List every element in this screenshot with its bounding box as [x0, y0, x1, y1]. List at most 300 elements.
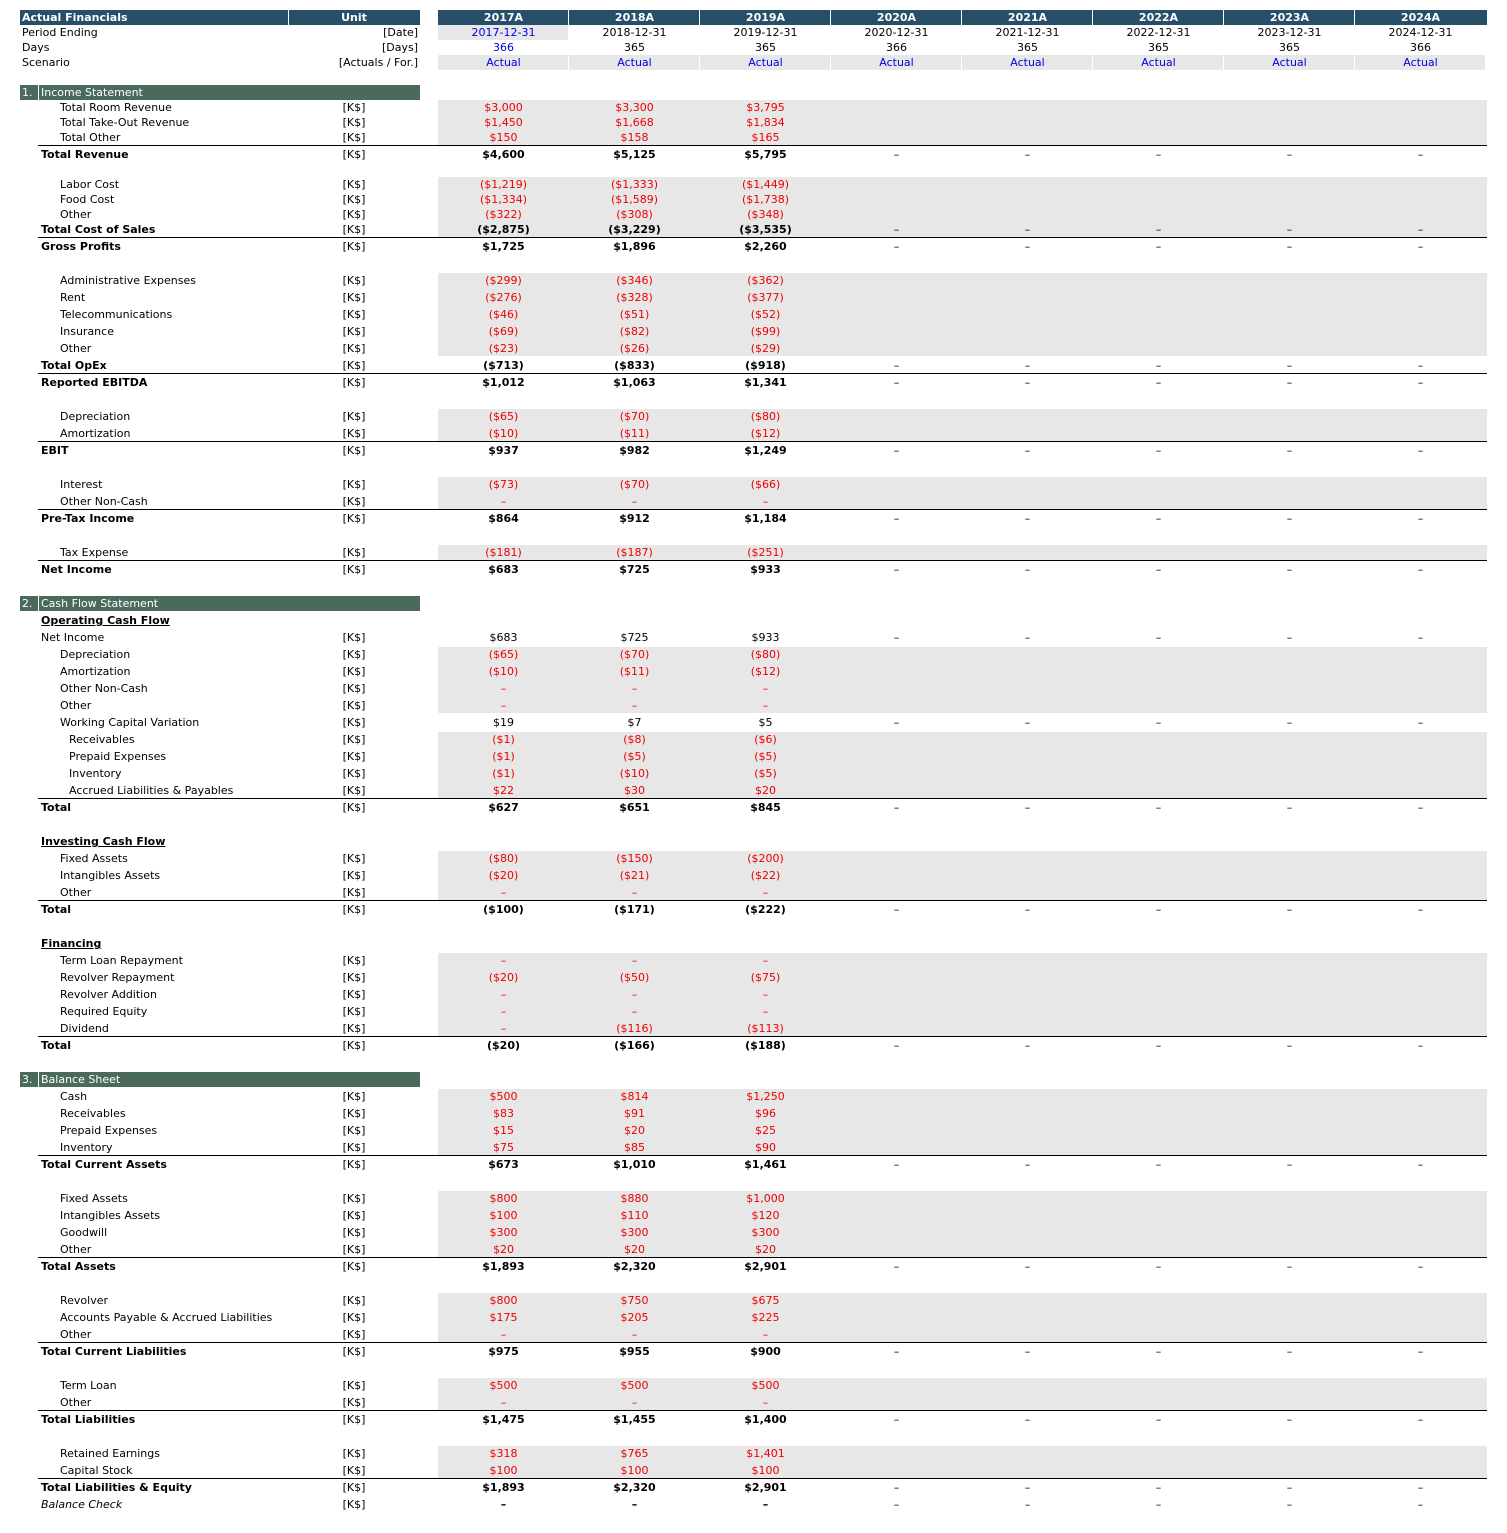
cell-value[interactable]: $175	[489, 1311, 518, 1324]
cell-value[interactable]: ($51)	[619, 308, 650, 321]
cell-value[interactable]: ($65)	[488, 410, 519, 423]
cell-value[interactable]: $20	[493, 1243, 514, 1256]
forecast-cell: –	[893, 563, 900, 576]
forecast-cell: –	[1024, 240, 1031, 253]
cell-value[interactable]: $22	[493, 784, 514, 797]
row-unit: [K$]	[342, 546, 366, 559]
row-label: Accrued Liabilities & Payables	[69, 784, 234, 797]
cell-value: ($713)	[483, 359, 524, 372]
row-label: Working Capital Variation	[60, 716, 200, 729]
forecast-cell: –	[1024, 1345, 1031, 1358]
meta-value[interactable]: Actual	[1010, 56, 1045, 69]
cell-value[interactable]: $100	[620, 1464, 649, 1477]
cell-value[interactable]: –	[631, 1005, 638, 1018]
cell-value[interactable]: $1,834	[746, 116, 785, 129]
meta-value[interactable]: 2020-12-31	[864, 26, 929, 39]
cell-value: ($3,535)	[739, 223, 792, 236]
row-unit: [K$]	[342, 1447, 366, 1460]
cell-value: –	[762, 1498, 769, 1511]
forecast-cell: –	[1155, 512, 1162, 525]
year-header-2023A: 2023A	[1269, 11, 1310, 24]
cell-value[interactable]: $120	[751, 1209, 780, 1222]
cell-value[interactable]: ($1)	[492, 733, 515, 746]
row-unit: [K$]	[342, 478, 366, 491]
cell-value[interactable]: $1,450	[484, 116, 523, 129]
row-label: Depreciation	[60, 410, 131, 423]
row-unit: [K$]	[342, 563, 366, 576]
meta-value: 366	[1410, 41, 1431, 54]
meta-value[interactable]: 2021-12-31	[995, 26, 1060, 39]
cell-value: $900	[750, 1345, 781, 1358]
cell-value[interactable]: $20	[624, 1124, 645, 1137]
meta-value[interactable]: 2017-12-31	[471, 26, 536, 39]
cell-value[interactable]: –	[762, 1396, 769, 1409]
cell-value: $1,725	[482, 240, 525, 253]
year-header-2019A: 2019A	[745, 11, 786, 24]
cell-value[interactable]: –	[500, 886, 507, 899]
row-unit: [K$]	[342, 852, 366, 865]
cell-value[interactable]: –	[762, 699, 769, 712]
forecast-cell: –	[893, 1498, 900, 1511]
cell-value[interactable]: ($181)	[485, 546, 522, 559]
cell-value[interactable]: ($8)	[623, 733, 646, 746]
cell-value[interactable]: $150	[489, 131, 518, 144]
forecast-cell: –	[893, 1481, 900, 1494]
cell-value[interactable]: ($10)	[619, 767, 650, 780]
forecast-cell: –	[1024, 1498, 1031, 1511]
row-unit: [K$]	[342, 1294, 366, 1307]
cell-value[interactable]: $90	[755, 1141, 776, 1154]
cell-value[interactable]: –	[762, 682, 769, 695]
forecast-cell: –	[1155, 444, 1162, 457]
cell-value[interactable]: $500	[620, 1379, 649, 1392]
row-label: Total Cost of Sales	[41, 223, 156, 236]
cell-value[interactable]: –	[500, 954, 507, 967]
cell-value[interactable]: ($80)	[488, 852, 519, 865]
forecast-cell: –	[1417, 1413, 1424, 1426]
cell-value[interactable]: $300	[489, 1226, 518, 1239]
forecast-cell: –	[1024, 148, 1031, 161]
cell-value: $1,341	[744, 376, 787, 389]
forecast-cell: –	[1024, 631, 1031, 644]
forecast-cell: –	[1024, 1260, 1031, 1273]
row-unit: [K$]	[342, 733, 366, 746]
row-unit: [K$]	[342, 1464, 366, 1477]
row-label: Total	[41, 903, 72, 916]
cell-value[interactable]: –	[500, 1005, 507, 1018]
forecast-cell: –	[1024, 716, 1031, 729]
row-unit: [K$]	[342, 427, 366, 440]
row-unit: [K$]	[342, 750, 366, 763]
total-border	[38, 900, 1487, 901]
forecast-cell: –	[1417, 631, 1424, 644]
meta-label: Days	[22, 41, 50, 54]
cell-value[interactable]: –	[631, 495, 638, 508]
row-label: Interest	[60, 478, 103, 491]
row-label: Retained Earnings	[60, 1447, 160, 1460]
row-unit: [K$]	[342, 971, 366, 984]
row-unit: [K$]	[342, 359, 366, 372]
cell-value[interactable]: $1,250	[746, 1090, 785, 1103]
cell-value[interactable]: –	[631, 988, 638, 1001]
cell-value[interactable]: ($65)	[488, 648, 519, 661]
cell-value[interactable]: $814	[620, 1090, 649, 1103]
meta-value: 366	[886, 41, 907, 54]
cell-value[interactable]: $30	[624, 784, 645, 797]
cell-value: ($222)	[745, 903, 786, 916]
cell-value[interactable]: ($10)	[488, 427, 519, 440]
cell-value[interactable]: ($29)	[750, 342, 781, 355]
cell-value[interactable]: $225	[751, 1311, 780, 1324]
cell-value[interactable]: ($328)	[616, 291, 653, 304]
cell-value[interactable]: $880	[620, 1192, 649, 1205]
cell-value[interactable]: ($5)	[754, 750, 777, 763]
cell-value[interactable]: $20	[755, 784, 776, 797]
cell-value[interactable]: $91	[624, 1107, 645, 1120]
row-unit: [K$]	[342, 1379, 366, 1392]
cell-value: $933	[750, 563, 781, 576]
row-unit: [K$]	[342, 1005, 366, 1018]
cell-value: $1,010	[613, 1158, 656, 1171]
row-unit: [K$]	[342, 1413, 366, 1426]
cell-value[interactable]: ($23)	[488, 342, 519, 355]
cell-value[interactable]: ($1)	[492, 750, 515, 763]
cell-value[interactable]: $96	[755, 1107, 776, 1120]
cell-value[interactable]: –	[762, 1328, 769, 1341]
cell-value[interactable]: $1,401	[746, 1447, 785, 1460]
total-border	[38, 145, 1487, 146]
meta-value[interactable]: Actual	[1141, 56, 1176, 69]
forecast-cell: –	[1286, 1158, 1293, 1171]
cell-value: $5,795	[744, 148, 787, 161]
meta-value[interactable]: 2022-12-31	[1126, 26, 1191, 39]
cell-value[interactable]: ($70)	[619, 410, 650, 423]
cell-value[interactable]: ($26)	[619, 342, 650, 355]
cell-value[interactable]: $25	[755, 1124, 776, 1137]
row-unit: [K$]	[342, 699, 366, 712]
cell-value[interactable]: –	[631, 886, 638, 899]
row-label: Accounts Payable & Accrued Liabilities	[60, 1311, 273, 1324]
cell-value[interactable]: ($6)	[754, 733, 777, 746]
cell-value: ($918)	[745, 359, 786, 372]
cell-value[interactable]: –	[631, 954, 638, 967]
meta-value[interactable]: Actual	[486, 56, 521, 69]
cell-value[interactable]: –	[762, 886, 769, 899]
cell-value: ($171)	[614, 903, 655, 916]
forecast-cell: –	[1286, 903, 1293, 916]
cell-value[interactable]: –	[631, 1328, 638, 1341]
cell-value[interactable]: ($69)	[488, 325, 519, 338]
forecast-cell: –	[1286, 563, 1293, 576]
cell-value[interactable]: ($348)	[747, 208, 784, 221]
cell-value[interactable]: ($20)	[488, 971, 519, 984]
row-label: Cash	[60, 1090, 88, 1103]
forecast-cell: –	[1417, 240, 1424, 253]
total-border	[38, 1410, 1487, 1411]
row-unit: [K$]	[342, 1481, 366, 1494]
cell-value[interactable]: $3,000	[484, 101, 523, 114]
cell-value[interactable]: ($20)	[488, 869, 519, 882]
row-label: Other	[60, 1328, 92, 1341]
meta-label: Period Ending	[22, 26, 98, 39]
cell-value[interactable]: ($1)	[492, 767, 515, 780]
cell-value[interactable]: –	[762, 1005, 769, 1018]
cell-value[interactable]: ($113)	[747, 1022, 784, 1035]
cell-value[interactable]: –	[500, 988, 507, 1001]
row-label: Total Take-Out Revenue	[60, 116, 190, 129]
row-unit: [K$]	[342, 954, 366, 967]
cell-value[interactable]: ($251)	[747, 546, 784, 559]
cell-value: $4,600	[482, 148, 525, 161]
cell-value[interactable]: $800	[489, 1192, 518, 1205]
forecast-cell: –	[1155, 903, 1162, 916]
row-unit: [K$]	[342, 869, 366, 882]
cell-value[interactable]: ($1,449)	[741, 178, 790, 191]
forecast-cell: –	[1155, 359, 1162, 372]
row-unit: [K$]	[342, 1345, 366, 1358]
cell-value[interactable]: $675	[751, 1294, 780, 1307]
forecast-cell: –	[893, 1039, 900, 1052]
cell-value[interactable]: –	[762, 495, 769, 508]
forecast-cell: –	[1286, 359, 1293, 372]
forecast-cell: –	[1417, 801, 1424, 814]
meta-value[interactable]: Actual	[748, 56, 783, 69]
cell-value[interactable]: ($10)	[488, 665, 519, 678]
cell-value[interactable]: $205	[620, 1311, 649, 1324]
cell-value[interactable]: ($299)	[485, 274, 522, 287]
meta-value[interactable]: Actual	[617, 56, 652, 69]
forecast-cell: –	[1024, 376, 1031, 389]
subheader: Operating Cash Flow	[41, 614, 170, 627]
row-unit: [K$]	[342, 148, 366, 161]
meta-unit: [Actuals / For.]	[338, 56, 418, 69]
meta-value[interactable]: 2018-12-31	[602, 26, 667, 39]
forecast-cell: –	[1417, 512, 1424, 525]
row-unit: [K$]	[342, 274, 366, 287]
cell-value[interactable]: $83	[493, 1107, 514, 1120]
cell-value[interactable]: ($12)	[750, 427, 781, 440]
cell-value[interactable]: –	[631, 1396, 638, 1409]
cell-value[interactable]: ($75)	[750, 971, 781, 984]
cell-value[interactable]: ($12)	[750, 665, 781, 678]
cell-value[interactable]: $500	[489, 1379, 518, 1392]
cell-value[interactable]: $85	[624, 1141, 645, 1154]
row-label: EBIT	[41, 444, 69, 457]
row-label: Total OpEx	[41, 359, 107, 372]
row-label: Reported EBITDA	[41, 376, 148, 389]
forecast-cell: –	[1286, 376, 1293, 389]
cell-value[interactable]: –	[500, 1022, 507, 1035]
cell-value[interactable]: $15	[493, 1124, 514, 1137]
forecast-cell: –	[1155, 1345, 1162, 1358]
cell-value[interactable]: $3,300	[615, 101, 654, 114]
cell-value[interactable]: –	[500, 495, 507, 508]
forecast-cell: –	[1417, 903, 1424, 916]
cell-value[interactable]: –	[500, 1328, 507, 1341]
cell-value[interactable]: $110	[620, 1209, 649, 1222]
cell-value[interactable]: ($1,333)	[610, 178, 659, 191]
cell-value[interactable]: ($150)	[616, 852, 653, 865]
meta-value[interactable]: 2023-12-31	[1257, 26, 1322, 39]
cell-value[interactable]: ($5)	[623, 750, 646, 763]
row-label: Term Loan	[60, 1379, 117, 1392]
row-unit: [K$]	[342, 223, 366, 236]
forecast-cell: –	[1155, 716, 1162, 729]
row-label: Net Income	[41, 563, 112, 576]
forecast-cell: –	[1286, 801, 1293, 814]
cell-value[interactable]: ($322)	[485, 208, 522, 221]
cell-value[interactable]: ($66)	[750, 478, 781, 491]
forecast-cell: –	[1024, 1481, 1031, 1494]
cell-value[interactable]: ($70)	[619, 478, 650, 491]
row-label: Net Income	[41, 631, 105, 644]
cell-value[interactable]: –	[762, 954, 769, 967]
cell-value[interactable]: ($5)	[754, 767, 777, 780]
cell-value: ($3,229)	[608, 223, 661, 236]
cell-value[interactable]: $500	[489, 1090, 518, 1103]
section-number: 2.	[22, 597, 33, 610]
cell-value[interactable]: ($73)	[488, 478, 519, 491]
cell-value[interactable]: ($80)	[750, 410, 781, 423]
forecast-cell: –	[1286, 223, 1293, 236]
cell-value[interactable]: ($52)	[750, 308, 781, 321]
row-label: Total Current Assets	[41, 1158, 167, 1171]
cell-value[interactable]: $20	[755, 1243, 776, 1256]
cell-value[interactable]: –	[631, 699, 638, 712]
cell-value[interactable]: ($80)	[750, 648, 781, 661]
cell-value[interactable]: –	[500, 699, 507, 712]
forecast-cell: –	[1155, 1260, 1162, 1273]
meta-value[interactable]: Actual	[879, 56, 914, 69]
cell-value: $1,893	[482, 1260, 525, 1273]
cell-value[interactable]: $100	[751, 1464, 780, 1477]
forecast-cell: –	[1286, 631, 1293, 644]
cell-value[interactable]: $765	[620, 1447, 649, 1460]
cell-value[interactable]: ($1,738)	[741, 193, 790, 206]
cell-value[interactable]: $318	[489, 1447, 518, 1460]
cell-value[interactable]: $750	[620, 1294, 649, 1307]
cell-value: ($2,875)	[477, 223, 530, 236]
forecast-cell: –	[893, 240, 900, 253]
row-unit: [K$]	[342, 291, 366, 304]
total-border	[38, 798, 1487, 799]
cell-value: –	[500, 1498, 507, 1511]
cell-value: $2,901	[744, 1260, 787, 1273]
cell-value[interactable]: ($99)	[750, 325, 781, 338]
row-label: Telecommunications	[60, 308, 173, 321]
cell-value: $2,320	[613, 1260, 656, 1273]
meta-value[interactable]: Actual	[1403, 56, 1438, 69]
meta-value[interactable]: 2019-12-31	[733, 26, 798, 39]
cell-value[interactable]: $800	[489, 1294, 518, 1307]
cell-value[interactable]: $1,668	[615, 116, 654, 129]
cell-value[interactable]: –	[631, 682, 638, 695]
cell-value[interactable]: ($21)	[619, 869, 650, 882]
row-unit: [K$]	[342, 631, 366, 644]
forecast-cell: –	[1286, 1481, 1293, 1494]
cell-value[interactable]: $158	[620, 131, 649, 144]
cell-value[interactable]: $75	[493, 1141, 514, 1154]
cell-value: $2,901	[744, 1481, 787, 1494]
forecast-cell: –	[1155, 1481, 1162, 1494]
cell-value[interactable]: $100	[489, 1464, 518, 1477]
row-unit: [K$]	[342, 178, 366, 191]
cell-value[interactable]: $1,000	[746, 1192, 785, 1205]
cell-value[interactable]: $3,795	[746, 101, 785, 114]
cell-value[interactable]: ($11)	[619, 665, 650, 678]
cell-value[interactable]: ($308)	[616, 208, 653, 221]
row-label: Receivables	[60, 1107, 126, 1120]
cell-value[interactable]: $165	[751, 131, 780, 144]
row-unit: [K$]	[342, 208, 366, 221]
row-label: Other	[60, 1243, 92, 1256]
cell-value[interactable]: ($362)	[747, 274, 784, 287]
cell-value[interactable]: ($200)	[747, 852, 784, 865]
meta-unit: [Days]	[381, 41, 418, 54]
cell-value: $725	[620, 631, 649, 644]
cell-value[interactable]: –	[500, 682, 507, 695]
cell-value[interactable]: $300	[751, 1226, 780, 1239]
cell-value[interactable]: ($116)	[616, 1022, 653, 1035]
row-label: Capital Stock	[60, 1464, 133, 1477]
cell-value: $5	[758, 716, 773, 729]
row-unit: [K$]	[342, 308, 366, 321]
row-unit: [K$]	[342, 1243, 366, 1256]
row-label: Total Current Liabilities	[41, 1345, 187, 1358]
cell-value[interactable]: $300	[620, 1226, 649, 1239]
cell-value[interactable]: $100	[489, 1209, 518, 1222]
forecast-cell: –	[1286, 444, 1293, 457]
forecast-cell: –	[1417, 359, 1424, 372]
cell-value[interactable]: –	[500, 1396, 507, 1409]
cell-value[interactable]: ($50)	[619, 971, 650, 984]
cell-value[interactable]: ($377)	[747, 291, 784, 304]
cell-value[interactable]: ($82)	[619, 325, 650, 338]
cell-value[interactable]: ($1,334)	[479, 193, 528, 206]
forecast-cell: –	[1024, 1413, 1031, 1426]
cell-value[interactable]: ($1,589)	[610, 193, 659, 206]
row-unit: [K$]	[342, 767, 366, 780]
cell-value[interactable]: ($346)	[616, 274, 653, 287]
meta-value[interactable]: Actual	[1272, 56, 1307, 69]
cell-value[interactable]: ($46)	[488, 308, 519, 321]
meta-value[interactable]: 2024-12-31	[1388, 26, 1453, 39]
cell-value[interactable]: $20	[624, 1243, 645, 1256]
cell-value[interactable]: ($70)	[619, 648, 650, 661]
forecast-cell: –	[893, 716, 900, 729]
cell-value[interactable]: $500	[751, 1379, 780, 1392]
row-label: Intangibles Assets	[60, 869, 161, 882]
cell-value[interactable]: ($276)	[485, 291, 522, 304]
forecast-cell: –	[1286, 148, 1293, 161]
forecast-cell: –	[1155, 1039, 1162, 1052]
meta-value: 365	[624, 41, 645, 54]
cell-value[interactable]: ($187)	[616, 546, 653, 559]
forecast-cell: –	[893, 223, 900, 236]
cell-value[interactable]: ($22)	[750, 869, 781, 882]
cell-value[interactable]: –	[762, 988, 769, 1001]
row-label: Receivables	[69, 733, 135, 746]
cell-value[interactable]: ($1,219)	[479, 178, 528, 191]
cell-value[interactable]: ($11)	[619, 427, 650, 440]
row-label: Balance Check	[41, 1498, 123, 1511]
year-header-2024A: 2024A	[1400, 11, 1441, 24]
row-unit: [K$]	[342, 1311, 366, 1324]
forecast-cell: –	[1286, 1345, 1293, 1358]
forecast-cell: –	[1024, 1158, 1031, 1171]
row-unit: [K$]	[342, 716, 366, 729]
forecast-cell: –	[1024, 444, 1031, 457]
